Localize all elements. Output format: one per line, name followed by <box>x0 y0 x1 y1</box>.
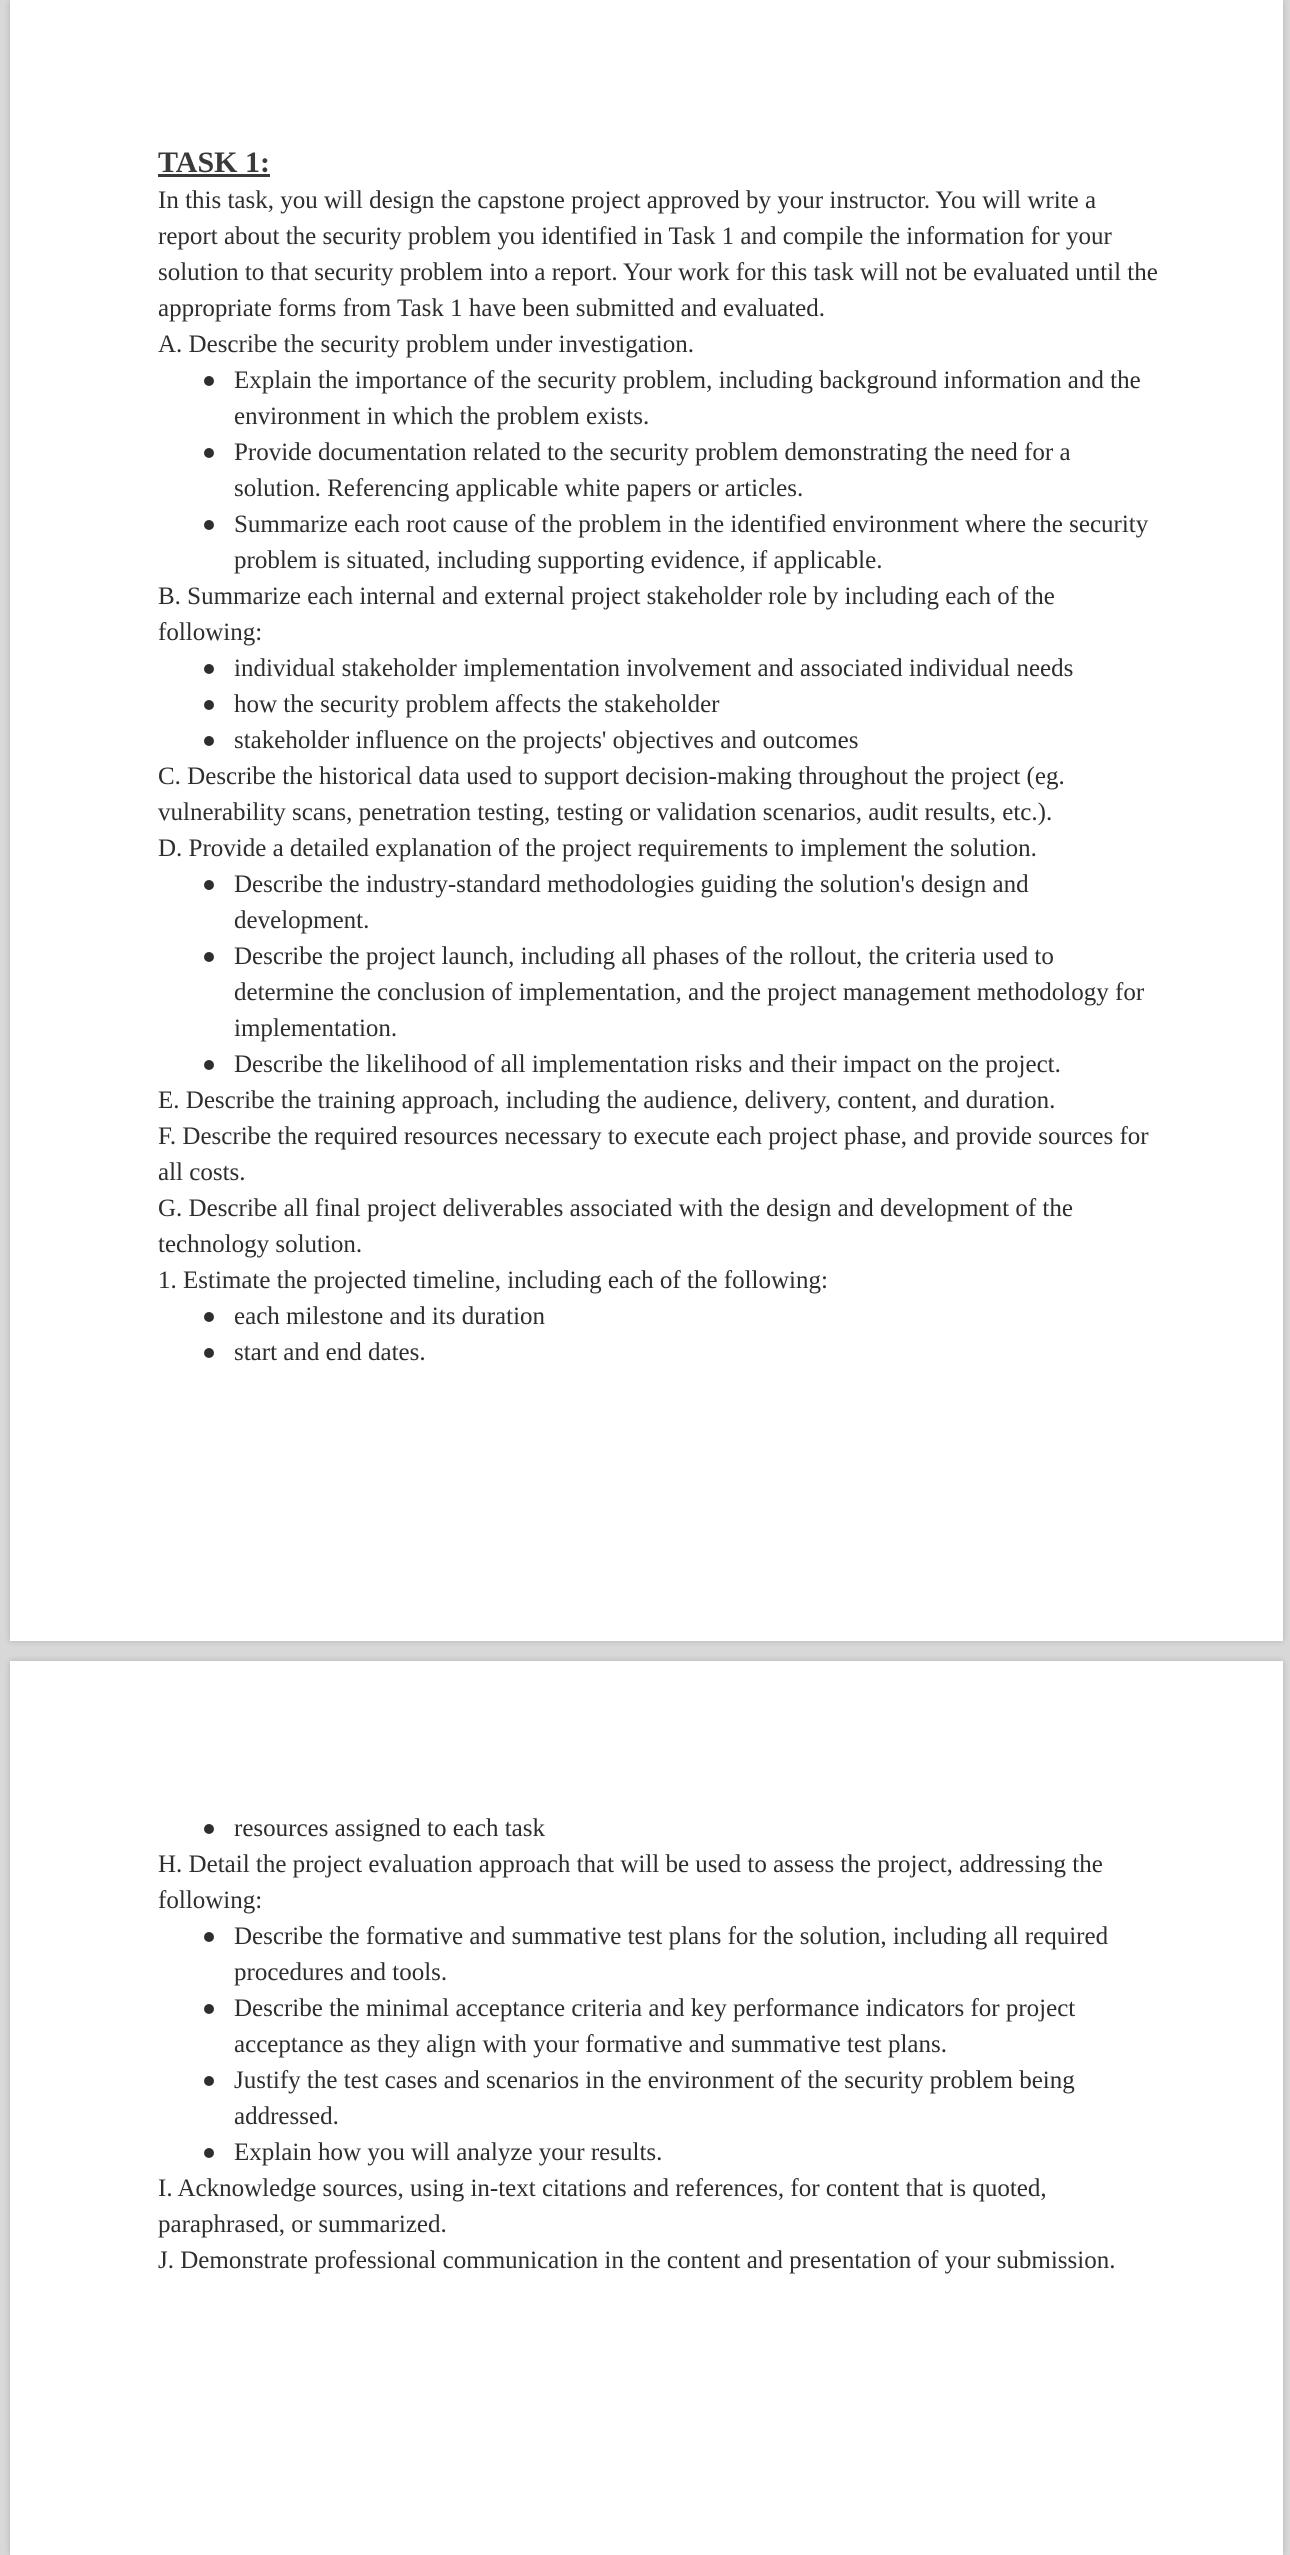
section-h-list <box>158 1919 1158 2171</box>
section-f-paragraph: F. Describe the required resources necessary to execute each project phase, and provide sources for all costs. <box>158 1123 1149 1186</box>
section-g-paragraph: G. Describe all final project deliverables associated with the design and development of the technology solution. <box>158 1195 1073 1258</box>
section-b-list <box>158 651 1158 759</box>
section-d-list <box>158 867 1158 1083</box>
page-2-content <box>158 1811 1158 2279</box>
section-e-paragraph: E. Describe the training approach, including the audience, delivery, content, and duration. <box>158 1087 1056 1114</box>
document-page-1 <box>10 0 1283 1641</box>
list-item: Describe the project launch, including all phases of the rollout, the criteria used to determine the conclusion of implementation, and the project management methodology for implementation. <box>158 939 1158 1047</box>
section-b-heading: B. Summarize each internal and external project stakeholder role by including each of the following: <box>158 583 1055 646</box>
list-item: Provide documentation related to the security problem demonstrating the need for a solution. Referencing applicable white papers or articles. <box>158 435 1158 507</box>
list-item: resources assigned to each task <box>158 1811 1158 1847</box>
list-item: Justify the test cases and scenarios in the environment of the security problem being addressed. <box>158 2063 1158 2135</box>
page-1-content <box>158 143 1158 1371</box>
list-item: Explain how you will analyze your results. <box>158 2135 1158 2171</box>
section-h-heading: H. Detail the project evaluation approach that will be used to assess the project, addressing the following: <box>158 1851 1103 1914</box>
section-c-paragraph: C. Describe the historical data used to support decision-making throughout the project (eg. vulnerability scans, penetration testing, testing or validation scenarios, audit results, etc.). <box>158 763 1065 826</box>
section-a-heading: A. Describe the security problem under investigation. <box>158 331 694 358</box>
list-item: each milestone and its duration <box>158 1299 1158 1335</box>
list-item: how the security problem affects the stakeholder <box>158 687 1158 723</box>
list-item: Describe the minimal acceptance criteria and key performance indicators for project acceptance as they align with your formative and summative test plans. <box>158 1991 1158 2063</box>
list-item: Describe the likelihood of all implementation risks and their impact on the project. <box>158 1047 1158 1083</box>
section-d-heading: D. Provide a detailed explanation of the project requirements to implement the solution. <box>158 835 1037 862</box>
list-item: Describe the industry-standard methodologies guiding the solution's design and development. <box>158 867 1158 939</box>
list-item: individual stakeholder implementation involvement and associated individual needs <box>158 651 1158 687</box>
list-item: stakeholder influence on the projects' objectives and outcomes <box>158 723 1158 759</box>
section-j-paragraph: J. Demonstrate professional communication in the content and presentation of your submission. <box>158 2247 1116 2274</box>
continued-list <box>158 1811 1158 1847</box>
task-title: TASK 1: <box>158 146 270 179</box>
section-i-paragraph: I. Acknowledge sources, using in-text citations and references, for content that is quoted, paraphrased, or summarized. <box>158 2175 1047 2238</box>
list-item: Describe the formative and summative test plans for the solution, including all required procedures and tools. <box>158 1919 1158 1991</box>
list-item: start and end dates. <box>158 1335 1158 1371</box>
section-g1-heading: 1. Estimate the projected timeline, including each of the following: <box>158 1267 828 1294</box>
list-item: Explain the importance of the security problem, including background information and the environment in which the problem exists. <box>158 363 1158 435</box>
intro-paragraph: In this task, you will design the capstone project approved by your instructor. You will write a report about the security problem you identified in Task 1 and compile the information for your solution to that security problem into a report. Your work for this task will not be evaluated until the appropriate forms from Task 1 have been submitted and evaluated. <box>158 187 1158 322</box>
list-item: Summarize each root cause of the problem in the identified environment where the security problem is situated, including supporting evidence, if applicable. <box>158 507 1158 579</box>
section-a-list <box>158 363 1158 579</box>
document-page-2 <box>10 1661 1283 2555</box>
section-g1-list <box>158 1299 1158 1371</box>
